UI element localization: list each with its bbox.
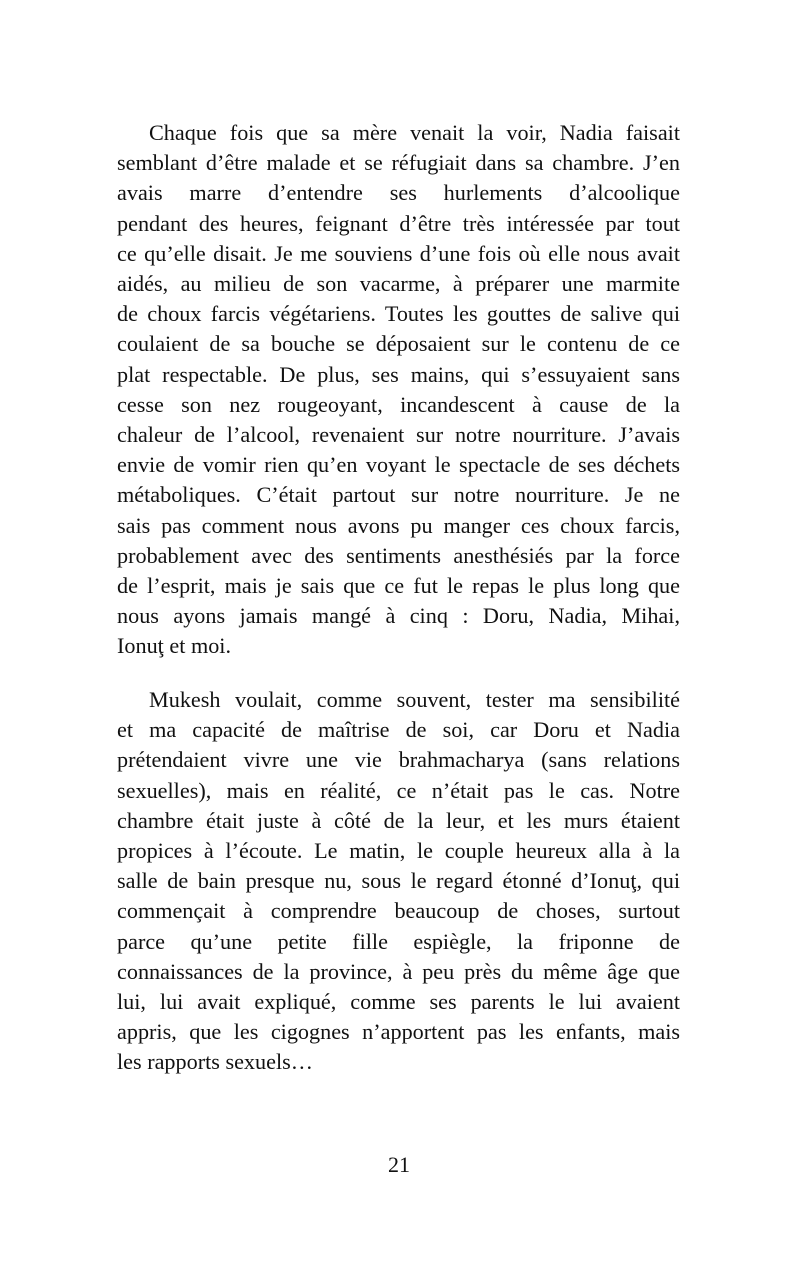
text-line: chambre était juste à côté de la leur, et les murs étaient: [117, 807, 680, 833]
text-line: de l’esprit, mais je sais que ce fut le repas le plus long que: [117, 573, 680, 599]
text-line: métaboliques. C’était partout sur notre nourriture. Je ne: [117, 482, 680, 508]
text-line: sais pas comment nous avons pu manger ces choux farcis,: [117, 512, 680, 538]
text-line: aidés, au milieu de son vacarme, à préparer une marmite: [117, 271, 680, 297]
text-line: parce qu’une petite fille espiègle, la friponne de: [117, 928, 680, 954]
text-line: chaleur de l’alcool, revenaient sur notre nourriture. J’avais: [117, 422, 680, 448]
text-line: salle de bain presque nu, sous le regard étonné d’Ionuţ, qui: [117, 868, 680, 894]
text-line: les rapports sexuels…: [117, 1049, 313, 1075]
text-line: propices à l’écoute. Le matin, le couple heureux alla à la: [117, 838, 680, 864]
text-line: pendant des heures, feignant d’être très intéressée par tout: [117, 210, 680, 236]
page-number: 21: [388, 1152, 410, 1177]
text-line: et ma capacité de maîtrise de soi, car Doru et Nadia: [117, 717, 680, 743]
text-line: lui, lui avait expliqué, comme ses parents le lui avaient: [117, 989, 680, 1015]
text-line: Mukesh voulait, comme souvent, tester ma sensibilité: [149, 687, 680, 712]
text-line: appris, que les cigognes n’apportent pas les enfants, mais: [117, 1019, 680, 1045]
text-line: coulaient de sa bouche se déposaient sur le contenu de ce: [117, 331, 680, 357]
text-line: Ionuţ et moi.: [117, 633, 232, 659]
text-line: ce qu’elle disait. Je me souviens d’une fois où elle nous avait: [117, 240, 680, 266]
paragraph-2: [117, 685, 680, 1078]
text-line: sexuelles), mais en réalité, ce n’était pas le cas. Notre: [117, 777, 680, 803]
text-line: Chaque fois que sa mère venait la voir, Nadia faisait: [149, 120, 680, 145]
text-line: envie de vomir rien qu’en voyant le spectacle de ses déchets: [117, 452, 680, 478]
text-line: avais marre d’entendre ses hurlements d’alcoolique: [117, 180, 680, 206]
text-line: prétendaient vivre une vie brahmacharya (sans relations: [117, 747, 680, 773]
paragraph-1: [117, 118, 680, 662]
text-line: de choux farcis végétariens. Toutes les gouttes de salive qui: [117, 301, 680, 327]
text-line: nous ayons jamais mangé à cinq : Doru, Nadia, Mihai,: [117, 603, 680, 629]
text-line: semblant d’être malade et se réfugiait dans sa chambre. J’en: [117, 150, 680, 176]
text-line: plat respectable. De plus, ses mains, qui s’essuyaient sans: [117, 361, 680, 387]
text-line: connaissances de la province, à peu près du même âge que: [117, 958, 680, 984]
text-line: cesse son nez rougeoyant, incandescent à cause de la: [117, 391, 680, 417]
text-line: probablement avec des sentiments anesthésiés par la force: [117, 542, 680, 568]
text-line: commençait à comprendre beaucoup de choses, surtout: [117, 898, 680, 924]
